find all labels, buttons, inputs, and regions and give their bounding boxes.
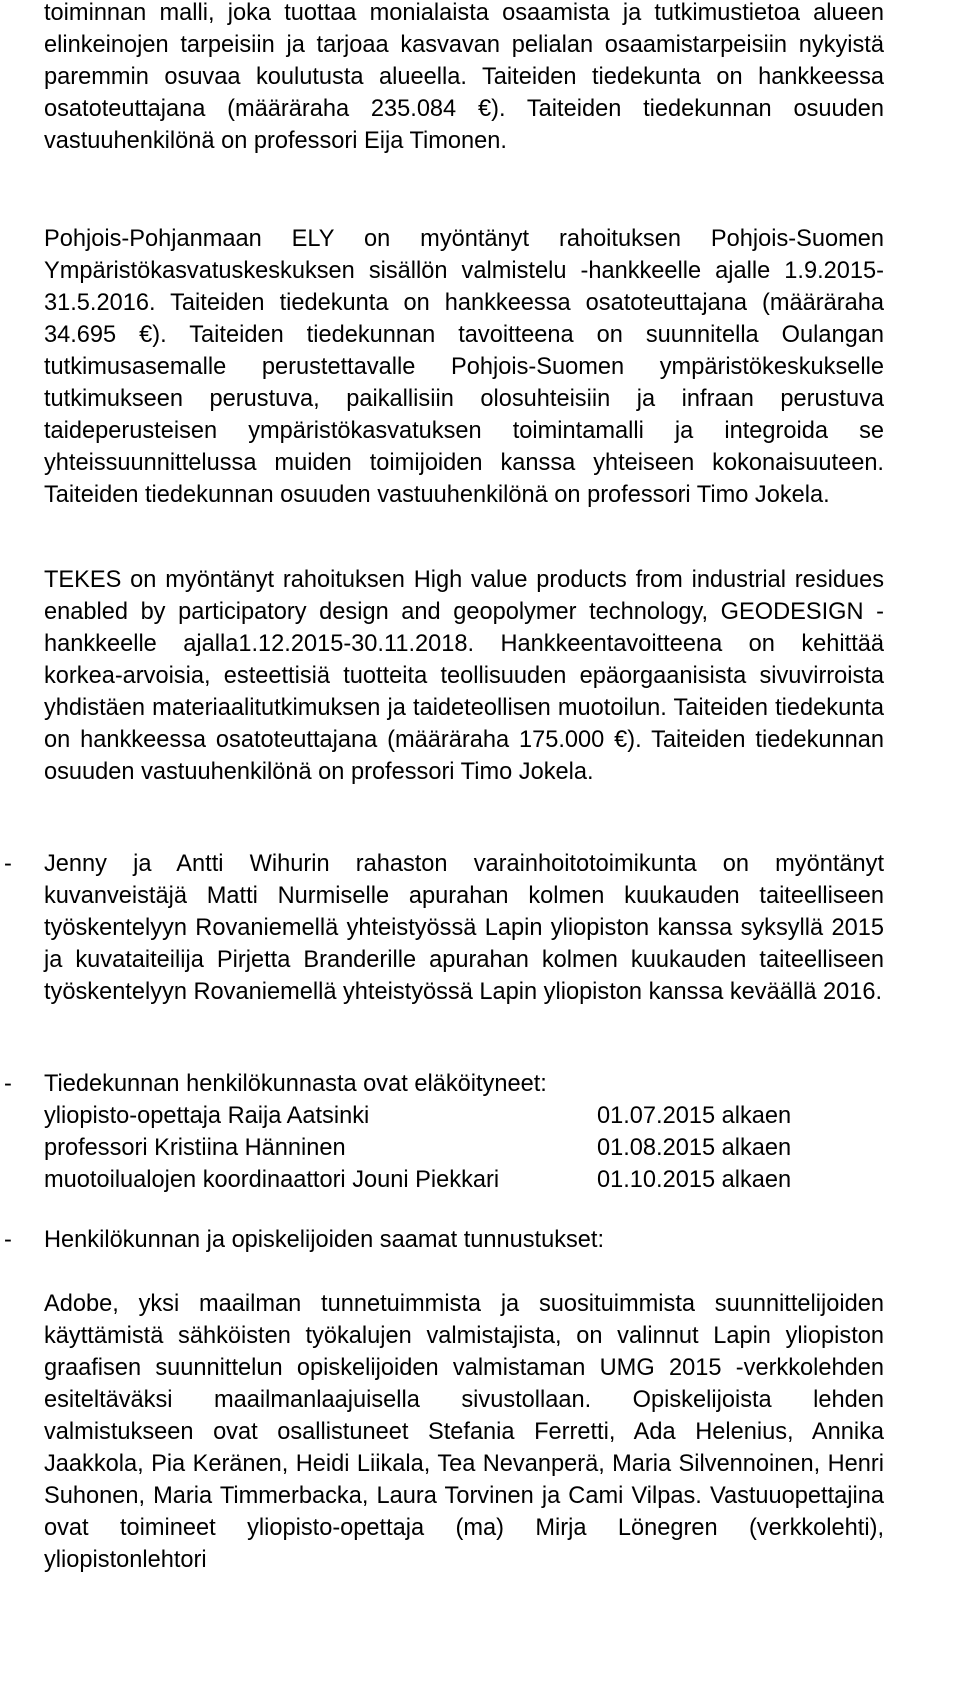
retirement-date: 01.07.2015 alkaen [597,1103,792,1129]
list-item-retired-staff [4,1068,884,1196]
retirement-date: 01.10.2015 alkaen [597,1167,792,1193]
retiree-name: professori Kristiina Hänninen [44,1135,346,1161]
table-row [44,1132,791,1164]
retired-staff-heading: Tiedekunnan henkilökunnasta ovat eläköityneet: [44,1071,547,1097]
dash-marker: - [4,1227,12,1253]
paragraph-tekes-geodesign: TEKES on myöntänyt rahoituksen High value products from industrial residues enabled by participatory design and geopolymer technology, GEODESIGN -hankkeelle ajalla1.12.2015-30.11.2018. Hankkeentavoitteena on kehittää korkea-arvoisia, esteettisiä tuotteita teollisuuden epäorgaanisista sivuvirroista yhdistäen materiaalitutkimuksen ja taideteollisen muotoilun. Taiteiden tiedekunta on hankkeessa osatoteuttajana (määräraha 175.000 €). Taiteiden tiedekunnan osuuden vastuuhenkilönä on professori Timo Jokela. [44,567,884,785]
dash-marker: - [4,851,12,877]
list-item-wihuri-grant [4,848,884,1008]
retirement-date: 01.08.2015 alkaen [597,1135,792,1161]
retiree-name: muotoilualojen koordinaattori Jouni Piekkari [44,1167,500,1193]
paragraph-game-industry-project: toiminnan malli, joka tuottaa monialaista osaamista ja tutkimustietoa alueen elinkeinojen tarpeisiin ja tarjoaa kasvavan pelialan osaamistarpeisiin nykyistä paremmin osuvaa koulutusta alueella. Taiteiden tiedekunta on hankkeessa osatoteuttajana (määräraha 235.084 €). Taiteiden tiedekunnan osuuden vastuuhenkilönä on professori Eija Timonen. [44,0,884,154]
retiree-name: yliopisto-opettaja Raija Aatsinki [44,1103,370,1129]
dash-marker: - [4,1071,12,1097]
retired-staff-table [44,1100,791,1196]
retired-staff-block [44,1068,884,1196]
wihuri-grant-text: Jenny ja Antti Wihurin rahaston varainhoitotoimikunta on myöntänyt kuvanveistäjä Matti Nurmiselle apurahan kolmen kuukauden taiteelliseen työskentelyyn Rovaniemellä yhteistyössä Lapin yliopiston kanssa syksyllä 2015 ja kuvataiteilija Pirjetta Branderille apurahan kolmen kuukauden taiteelliseen työskentelyyn Rovaniemellä yhteistyössä Lapin yliopiston kanssa keväällä 2016. [44,851,884,1005]
paragraph-adobe-recognition: Adobe, yksi maailman tunnetuimmista ja suosituimmista suunnittelijoiden käyttämistä sähköisten työkalujen valmistajista, on valinnut Lapin yliopiston graafisen suunnittelun opiskelijoiden valmistaman UMG 2015 -verkkolehden esiteltäväksi maailmanlaajuisella sivustollaan. Opiskelijoista lehden valmistukseen ovat osallistuneet Stefania Ferretti, Ada Helenius, Annika Jaakkola, Pia Keränen, Heidi Liikala, Tea Nevanperä, Maria Silvennoinen, Henri Suhonen, Maria Timmerbacka, Laura Torvinen ja Cami Vilpas. Vastuuopettajina ovat toimineet yliopisto-opettaja (ma) Mirja Lönegren (verkkolehti), yliopistonlehtori [44,1291,884,1573]
awards-heading: Henkilökunnan ja opiskelijoiden saamat tunnustukset: [44,1227,605,1253]
table-row [44,1164,791,1196]
list-item-awards [4,1224,884,1256]
paragraph-ely-funding: Pohjois-Pohjanmaan ELY on myöntänyt rahoituksen Pohjois-Suomen Ympäristökasvatuskeskuksen sisällön valmistelu -hankkeelle ajalle 1.9.2015-31.5.2016. Taiteiden tiedekunta on hankkeessa osatoteuttajana (määräraha 34.695 €). Taiteiden tiedekunnan tavoitteena on suunnitella Oulangan tutkimusasemalle perustettavalle Pohjois-Suomen ympäristökeskukselle tutkimukseen perustuva, paikallisiin olosuhteisiin ja infraan perustuva taideperusteisen ympäristökasvatuksen toimintamalli ja integroida se yhteissuunnittelussa muiden toimijoiden kanssa yhteiseen kokonaisuuteen. Taiteiden tiedekunnan osuuden vastuuhenkilönä on professori Timo Jokela. [44,226,884,508]
table-row [44,1100,791,1132]
